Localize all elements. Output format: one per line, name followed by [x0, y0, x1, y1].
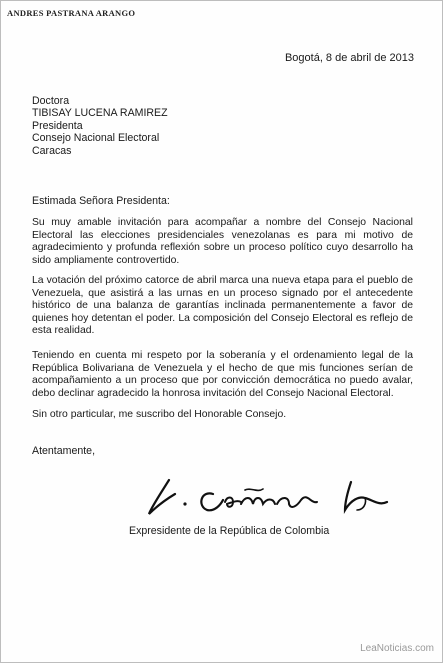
recipient-organization: Consejo Nacional Electoral — [32, 132, 160, 145]
body-paragraph-3: Teniendo en cuenta mi respeto por la soberanía y el ordenamiento legal de la República Bolivariana de Venezuela y el hecho de que mis funciones serían de acompañamiento a un proceso que por convicción democrática no puedo avalar, debo declinar agradecido la honrosa invitación del Consejo Nacional Electoral. — [32, 350, 413, 399]
recipient-block — [32, 95, 168, 157]
recipient-name: TIBISAY LUCENA RAMIREZ — [32, 107, 168, 120]
letterhead: ANDRES PASTRANA ARANGO — [7, 8, 136, 18]
salutation: Estimada Señora Presidenta: — [32, 195, 170, 207]
body-paragraph-4: Sin otro particular, me suscribo del Honorable Consejo. — [32, 409, 287, 420]
letter-date: Bogotá, 8 de abril de 2013 — [284, 52, 414, 64]
recipient-position: Presidenta — [32, 119, 83, 132]
handwritten-signature — [141, 474, 421, 524]
watermark: LeaNoticias.com — [360, 643, 434, 654]
recipient-title: Doctora — [32, 95, 70, 107]
closing: Atentamente, — [32, 445, 96, 457]
body-paragraph-1: Su muy amable invitación para acompañar a nombre del Consejo Nacional Electoral las elecciones presidenciales venezolanas es para mi motivo de agradecimiento y profunda reflexión sobre un proceso político cuyo desarrollo ha sido ampliamente controvertido. — [32, 217, 413, 266]
recipient-city: Caracas — [32, 144, 72, 157]
body-paragraph-2: La votación del próximo catorce de abril marca una nueva etapa para el pueblo de Venezuela, que asistirá a las urnas en un proceso signado por el antecedente histórico de una balanza de garantías inclinada permanentemente a favor de quienes hoy detentan el poder. La composición del Consejo Electoral es reflejo de esta realidad. — [32, 275, 413, 337]
signatory-title: Expresidente de la República de Colombia — [129, 525, 330, 537]
